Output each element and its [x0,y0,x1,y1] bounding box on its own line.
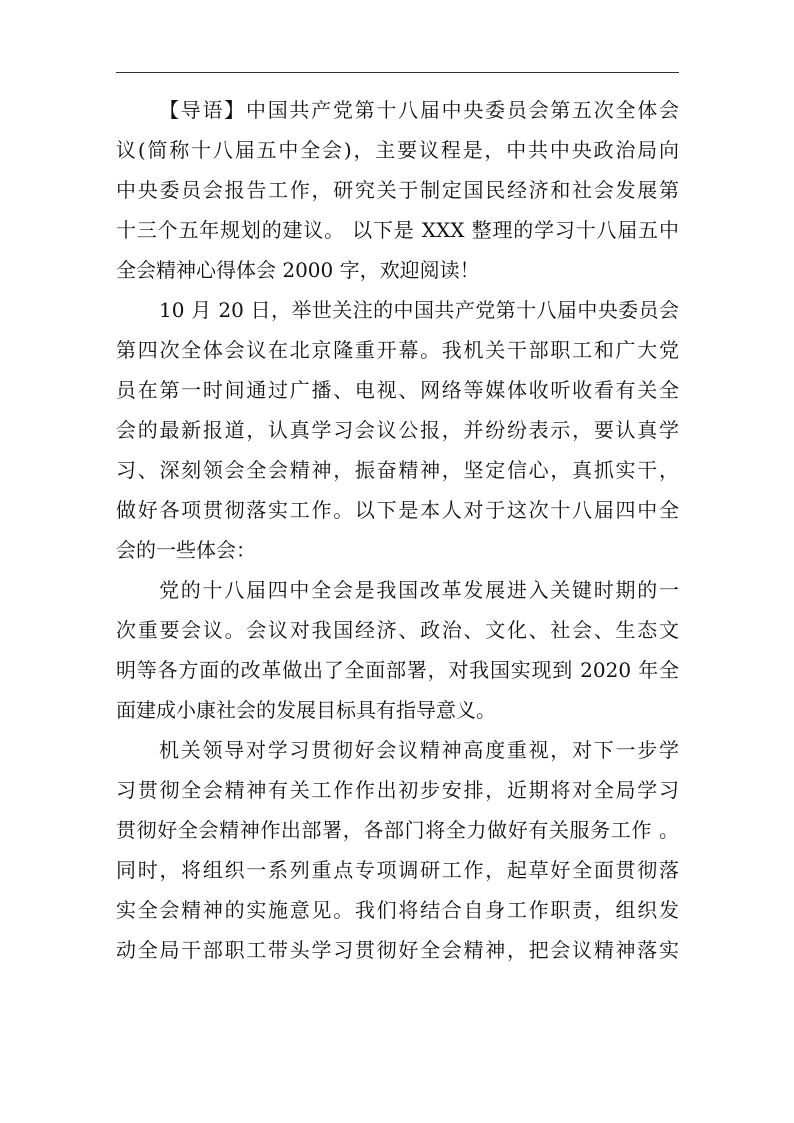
text-line: 员在第一时间通过广播、电视、网络等媒体收听收看有关全 [116,378,679,402]
text-line: 党的十八届四中全会是我国改革发展进入关键时期的一 [159,578,679,602]
text-line: 习贯彻全会精神有关工作作出初步安排，近期将对全局学习 [116,778,679,802]
text-line: 会的最新报道，认真学习会议公报，并纷纷表示，要认真学 [116,418,679,442]
text-line: 做好各项贯彻落实工作。以下是本人对于这次十八届四中全 [116,498,679,522]
paragraph-meeting-report [116,290,679,570]
text-line: 10 月 20 日，举世关注的中国共产党第十八届中央委员会 [159,298,679,322]
paragraph-significance [116,570,679,730]
text-line: 贯彻好全会精神作出部署，各部门将全力做好有关服务工作 。 [116,818,679,842]
text-line: 次重要会议。会议对我国经济、政治、文化、社会、生态文 [116,618,679,642]
paragraph-intro [116,90,679,290]
text-line: 十三个五年规划的建议。 以下是 XXX 整理的学习十八届五中 [116,218,679,242]
text-line: 同时，将组织一系列重点专项调研工作，起草好全面贯彻落 [116,858,679,882]
paragraph-arrangements [116,730,679,970]
text-line: 中央委员会报告工作，研究关于制定国民经济和社会发展第 [116,178,679,202]
text-line: 实全会精神的实施意见。我们将结合自身工作职责，组织发 [116,898,679,922]
text-line: 面建成小康社会的发展目标具有指导意义。 [116,698,496,722]
document-body [116,90,679,970]
text-line: 议(简称十八届五中全会)，主要议程是，中共中央政治局向 [116,138,679,162]
text-line: 动全局干部职工带头学习贯彻好全会精神，把会议精神落实 [116,938,679,962]
text-line: 明等各方面的改革做出了全面部署，对我国实现到 2020 年全 [116,658,679,682]
header-rule [116,72,679,73]
text-line: 习、深刻领会全会精神，振奋精神，坚定信心，真抓实干， [116,458,679,482]
text-line: 会的一些体会： [116,538,256,562]
text-line: 机关领导对学习贯彻好会议精神高度重视，对下一步学 [159,738,679,762]
text-line: 全会精神心得体会 2000 字，欢迎阅读！ [116,258,480,282]
text-line: 【导语】中国共产党第十八届中央委员会第五次全体会 [159,98,679,122]
text-line: 第四次全体会议在北京隆重开幕。我机关干部职工和广大党 [116,338,679,362]
